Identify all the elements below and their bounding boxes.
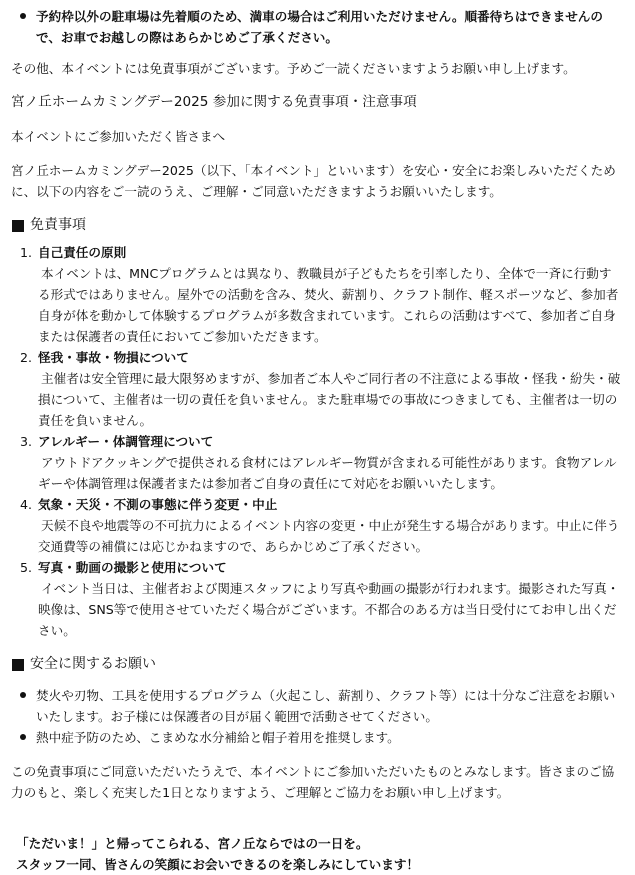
bullet-dot — [20, 13, 26, 19]
disclaimer-section-title: 免責事項 — [30, 217, 86, 233]
safety-bullet-text: 焚火や刃物、工具を使用するプログラム（火起こし、薪割り、クラフト等）には十分なご注意をお願いいたします。お子様には保護者の目が届く範囲で活動させてください。 — [36, 688, 616, 724]
bullet-dot — [20, 734, 26, 740]
square-bullet-icon — [12, 659, 24, 671]
closing-message — [11, 833, 621, 875]
disclaimer-list — [11, 242, 621, 641]
item-title: 自己責任の原則 — [38, 245, 127, 260]
item-number: 3. — [20, 434, 33, 449]
closing-line-2: スタッフ一同、皆さんの笑顔にお会いできるのを楽しみにしています！ — [16, 857, 419, 872]
item-body: 本イベントは、MNCプログラムとは異なり、教職員が子どもたちを引率したり、全体で一斉に行動する形式ではありません。屋外での活動を含み、焚火、薪割り、クラフト制作、軽スポーツなど、参加者自身が体を動かして体験するプログラムが多数含まれています。これらの活動はすべて、参加者ご自身または保護者の責任においてご参加いただきます。 — [38, 266, 619, 344]
safety-section-heading — [11, 654, 621, 675]
disclaimer-section-heading — [11, 215, 621, 236]
intro-paragraph: 宮ノ丘ホームカミングデー2025（以下、「本イベント」といいます）を安心・安全にお楽しみいただくために、以下の内容をご一読のうえ、ご理解・ご同意いただきますようお願いいたします。 — [11, 163, 616, 199]
item-title: 怪我・事故・物損について — [38, 350, 189, 365]
item-body: 主催者は安全管理に最大限努めますが、参加者ご本人やご同行者の不注意による事故・怪我・紛失・破損について、主催者は一切の責任を負いません。また駐車場での事故につきましても、主催者は一切の責任を負いません。 — [38, 371, 621, 428]
item-number: 1. — [20, 245, 33, 260]
agreement-paragraph: この免責事項にご同意いただいたうえで、本イベントにご参加いただいたものとみなします。皆さまのご協力のもと、楽しく充実した1日となりますよう、ご理解とご協力をお願い申し上げます。 — [11, 764, 615, 800]
safety-section-title: 安全に関するお願い — [30, 656, 156, 672]
disclaimer-item — [11, 557, 621, 641]
parking-notice-text: 予約枠以外の駐車場は先着順のため、満車の場合はご利用いただけません。順番待ちはできませんので、お車でお越しの際はあらかじめご了承ください。 — [36, 9, 603, 45]
document-title: 宮ノ丘ホームカミングデー2025 参加に関する免責事項・注意事項 — [11, 94, 417, 110]
greeting: 本イベントにご参加いただく皆さまへ — [11, 129, 226, 144]
disclaimer-item — [11, 347, 621, 431]
disclaimer-item — [11, 242, 621, 347]
safety-bullet — [11, 685, 621, 727]
safety-bullet-text: 熱中症予防のため、こまめな水分補給と帽子着用を推奨します。 — [36, 730, 400, 745]
item-title: 気象・天災・不測の事態に伴う変更・中止 — [38, 497, 278, 512]
bullet-dot — [20, 692, 26, 698]
item-title: アレルギー・体調管理について — [38, 434, 214, 449]
item-number: 5. — [20, 560, 33, 575]
item-body: イベント当日は、主催者および関連スタッフにより写真や動画の撮影が行われます。撮影された写真・映像は、SNS等で使用させていただく場合がございます。不都合のある方は当日受付にてお申し出ください。 — [38, 581, 620, 638]
item-number: 2. — [20, 350, 33, 365]
item-body: 天候不良や地震等の不可抗力によるイベント内容の変更・中止が発生する場合があります。中止に伴う交通費等の補償には応じかねますので、あらかじめご了承ください。 — [38, 518, 620, 554]
parking-notice-bullet — [11, 6, 621, 48]
intro-note: その他、本イベントには免責事項がございます。予めご一読くださいますようお願い申し上げます。 — [11, 61, 576, 76]
item-title: 写真・動画の撮影と使用について — [38, 560, 227, 575]
square-bullet-icon — [12, 220, 24, 232]
item-body: アウトドアクッキングで提供される食材にはアレルギー物質が含まれる可能性があります。食物アレルギーや体調管理は保護者または参加者ご自身の責任にて対応をお願いいたします。 — [38, 455, 617, 491]
closing-line-1: 「ただいま！」と帰ってこられる、宮ノ丘ならではの一日を。 — [16, 836, 369, 851]
disclaimer-item — [11, 431, 621, 494]
item-number: 4. — [20, 497, 33, 512]
disclaimer-item — [11, 494, 621, 557]
safety-bullet — [11, 727, 621, 748]
